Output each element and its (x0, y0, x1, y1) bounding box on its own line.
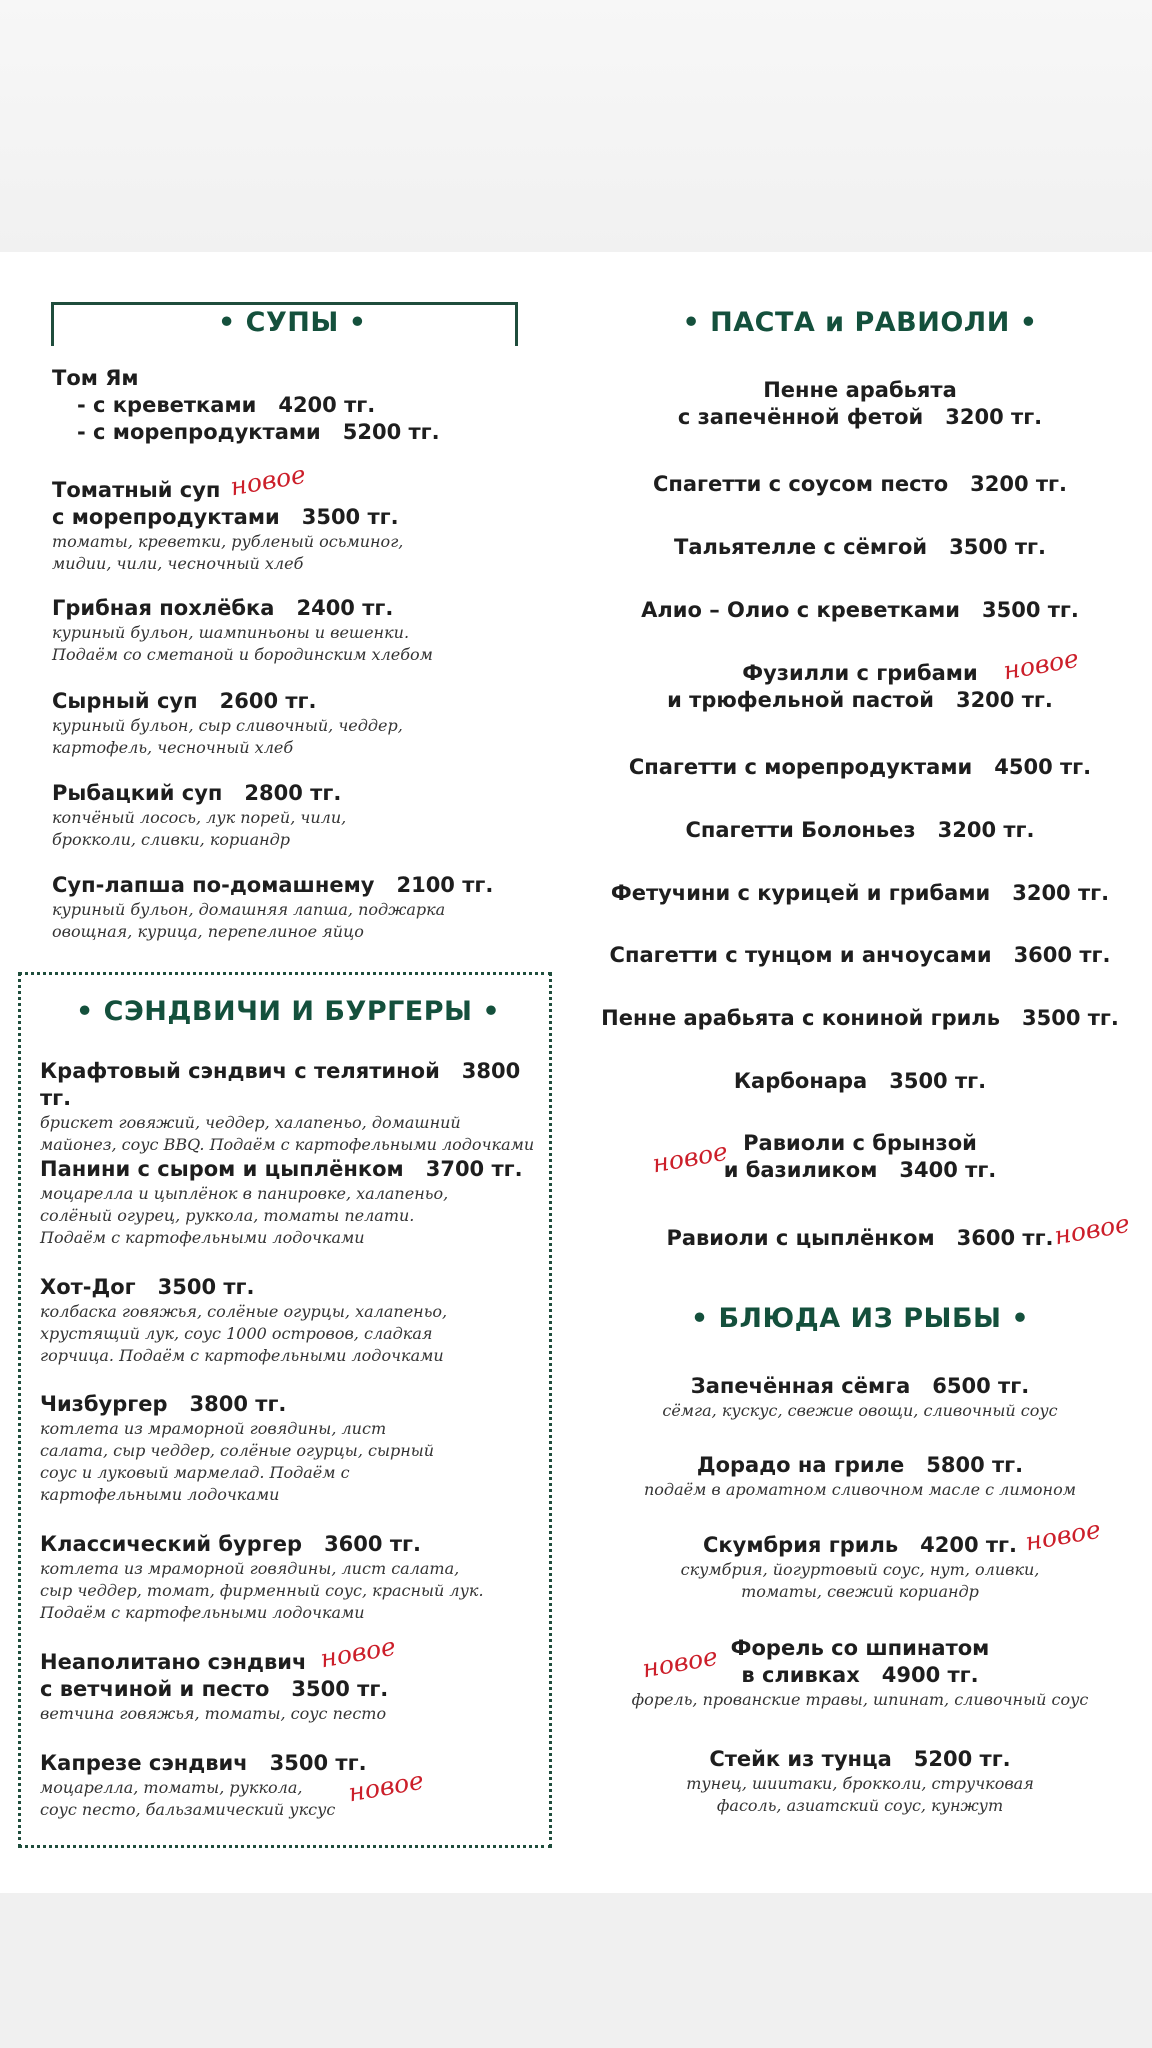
item-description: соус и луковый мармелад. Подаём с (40, 1463, 350, 1482)
item-name: Суп-лапша по-домашнему (52, 873, 375, 897)
item-price: 3800 тг. (189, 1392, 287, 1416)
menu-item-noodle-soup (52, 872, 552, 943)
item-name-line (600, 1005, 1120, 1032)
item-name: Стейк из тунца (709, 1747, 892, 1771)
item-name-line (52, 780, 552, 807)
item-name: Скумбрия гриль (703, 1533, 899, 1557)
item-description: фасоль, азиатский соус, кунжут (716, 1796, 1004, 1815)
item-description: куриный бульон, сыр сливочный, чеддер, (52, 716, 403, 735)
item-name-line (40, 1531, 550, 1558)
fish-title-wrap (600, 1303, 1120, 1334)
item-description: солёный огурец, руккола, томаты пелати. (40, 1206, 415, 1225)
item-description: котлета из мраморной говядины, лист салата, (40, 1559, 460, 1578)
item-name: Спагетти с морепродуктами (628, 755, 973, 779)
pasta-title-wrap (600, 307, 1120, 338)
new-badge: новое (650, 1136, 730, 1179)
item-name-line (600, 471, 1120, 498)
item-name: Запечённая сёмга (690, 1374, 911, 1398)
item-description: мидии, чили, чесночный хлеб (52, 554, 304, 573)
tom-yam-option-shrimp (52, 392, 552, 419)
item-name: Пенне арабьята с кониной гриль (601, 1006, 1000, 1030)
new-badge: новое (318, 1631, 398, 1674)
item-price: 3500 тг. (982, 598, 1079, 622)
menu-item-spaghetti-tuna (600, 942, 1120, 969)
soups-title: • СУПЫ • (218, 307, 367, 338)
item-name: Сырный суп (52, 689, 198, 713)
menu-item-caprese-sandwich (40, 1750, 550, 1821)
item-price: 4900 тг. (881, 1663, 979, 1687)
item-description: сыр чеддер, томат, фирменный соус, красный лук. (40, 1581, 484, 1600)
item-name-line (600, 1373, 1120, 1400)
menu-item-fisherman-soup (52, 780, 552, 851)
item-description: Подаём с картофельными лодочками (40, 1228, 365, 1247)
fish-title: • БЛЮДА ИЗ РЫБЫ • (690, 1303, 1030, 1334)
item-name: Тальятелле с сёмгой (674, 535, 928, 559)
item-price: 3600 тг. (1013, 943, 1111, 967)
item-price: 3500 тг. (949, 535, 1046, 559)
item-name: Крафтовый сэндвич с телятиной (40, 1059, 440, 1083)
item-name: Томатный суп (52, 478, 221, 502)
item-name: Фузилли с грибами (742, 661, 978, 685)
item-description: форель, прованские травы, шпинат, сливочный соус (631, 1690, 1089, 1709)
item-name: Спагетти Болоньез (685, 818, 916, 842)
menu-item-aglio-olio (600, 597, 1120, 624)
item-name-cont: и трюфельной пастой (667, 688, 934, 712)
menu-item-tom-yam (52, 365, 552, 446)
item-price: 2400 тг. (296, 596, 394, 620)
item-name: Панини с сыром и цыплёнком (40, 1157, 404, 1181)
item-description: салата, сыр чеддер, солёные огурцы, сырный (40, 1441, 435, 1460)
item-name-line (600, 1746, 1120, 1773)
item-name-line (40, 1058, 550, 1112)
item-name-cont: с запечённой фетой (677, 405, 924, 429)
menu-item-craft-sandwich (40, 1058, 550, 1156)
item-description: куриный бульон, домашняя лапша, поджарка (52, 900, 446, 919)
top-margin (0, 0, 1152, 252)
item-price: 3700 тг. (425, 1157, 523, 1181)
item-name-line (600, 817, 1120, 844)
item-price: 2800 тг. (244, 781, 342, 805)
item-description: скумбрия, йогуртовый соус, нут, оливки, (680, 1560, 1040, 1579)
menu-item-tomato-soup (52, 477, 552, 575)
menu-item-tagliatelle-salmon (600, 534, 1120, 561)
item-name-line (40, 1156, 550, 1183)
item-name-line2 (52, 504, 552, 531)
new-badge: новое (228, 459, 308, 502)
item-description: картофель, чесночный хлеб (52, 738, 294, 757)
item-description: томаты, свежий кориандр (741, 1582, 979, 1601)
item-name-line (600, 754, 1120, 781)
item-price: 4500 тг. (994, 755, 1092, 779)
item-description: моцарелла, томаты, руккола, (40, 1778, 303, 1797)
item-price: 3500 тг. (889, 1069, 987, 1093)
item-price: 3600 тг. (324, 1532, 421, 1556)
menu-item-carbonara (600, 1068, 1120, 1095)
menu-item-penne-feta (600, 377, 1120, 431)
item-price: 3500 тг. (1021, 1006, 1119, 1030)
item-price: 2100 тг. (396, 873, 494, 897)
item-description: ветчина говяжья, томаты, соус песто (40, 1704, 387, 1723)
option-label: - с креветками (77, 393, 257, 417)
item-name-line2 (600, 687, 1120, 714)
item-name: Спагетти с соусом песто (652, 472, 949, 496)
menu-item-penne-horse (600, 1005, 1120, 1032)
item-price: 3200 тг. (945, 405, 1043, 429)
item-description: копчёный лосось, лук порей, чили, (52, 808, 347, 827)
item-name-line (52, 595, 552, 622)
item-name: Спагетти с тунцом и анчоусами (609, 943, 992, 967)
item-name: Чизбургер (40, 1392, 168, 1416)
item-name-line (600, 1068, 1120, 1095)
sandwiches-title: • СЭНДВИЧИ И БУРГЕРЫ • (76, 996, 501, 1027)
item-price: 3200 тг. (970, 472, 1068, 496)
item-description: томаты, креветки, рубленый осьминог, (52, 532, 404, 551)
item-name: Капрезе сэндвич (40, 1751, 248, 1775)
menu-item-hot-dog (40, 1274, 550, 1367)
menu-item-fettuccine-chicken (600, 880, 1120, 907)
item-name: Фетучини с курицей и грибами (610, 881, 991, 905)
item-description: брокколи, сливки, кориандр (52, 830, 291, 849)
pasta-title: • ПАСТА и РАВИОЛИ • (682, 307, 1038, 338)
item-price: 3500 тг. (291, 1677, 389, 1701)
new-badge: новое (1023, 1514, 1103, 1557)
item-name: Карбонара (733, 1069, 868, 1093)
item-name: Дорадо на гриле (696, 1453, 905, 1477)
item-price: 2600 тг. (219, 689, 317, 713)
menu-item-spaghetti-bolognese (600, 817, 1120, 844)
item-description: подаём в ароматном сливочном масле с лимоном (643, 1480, 1076, 1499)
menu-item-cheeseburger (40, 1391, 550, 1506)
item-name: Классический бургер (40, 1532, 303, 1556)
item-description: куриный бульон, шампиньоны и вешенки. (52, 623, 410, 642)
item-price: 3500 тг. (157, 1275, 255, 1299)
item-name-line (600, 880, 1120, 907)
item-description: колбаска говяжья, солёные огурцы, халапеньо, (40, 1302, 448, 1321)
item-name: Пенне арабьята (763, 378, 957, 402)
item-description: брискет говяжий, чеддер, халапеньо, домашний (40, 1113, 461, 1132)
item-name: Хот-Дог (40, 1275, 136, 1299)
item-name-line (600, 1452, 1120, 1479)
item-name-line (600, 534, 1120, 561)
item-name-line (40, 1391, 550, 1418)
item-description: соус песто, бальзамический уксус (40, 1800, 336, 1819)
item-name-line (52, 688, 552, 715)
new-badge: новое (1052, 1208, 1132, 1251)
menu-item-cheese-soup (52, 688, 552, 759)
item-name-line (600, 942, 1120, 969)
menu-item-dorado (600, 1452, 1120, 1501)
item-name: Грибная похлёбка (52, 596, 275, 620)
item-description: хрустящий лук, соус 1000 островов, сладкая (40, 1324, 433, 1343)
item-name-line2 (600, 404, 1120, 431)
item-price: 6500 тг. (932, 1374, 1030, 1398)
item-description: горчица. Подаём с картофельными лодочками (40, 1346, 444, 1365)
item-description: котлета из мраморной говядины, лист (40, 1419, 387, 1438)
item-price: 3600 тг. (956, 1226, 1054, 1250)
new-badge: новое (640, 1641, 720, 1684)
item-price: 3500 тг. (301, 505, 399, 529)
item-description: овощная, курица, перепелиное яйцо (52, 922, 364, 941)
menu-item-spaghetti-seafood (600, 754, 1120, 781)
menu-item-mushroom-soup (52, 595, 552, 666)
item-name-cont: с ветчиной и песто (40, 1677, 270, 1701)
item-name-line (52, 872, 552, 899)
tom-yam-option-seafood (52, 419, 552, 446)
new-badge: новое (1001, 643, 1081, 686)
item-price: 3400 тг. (899, 1158, 997, 1182)
menu-item-spaghetti-pesto (600, 471, 1120, 498)
menu-item-ravioli-chicken (600, 1225, 1120, 1252)
item-name: Неаполитано сэндвич (40, 1650, 307, 1674)
item-description: сёмга, кускус, свежие овощи, сливочный соус (662, 1401, 1058, 1420)
item-name: Том Ям (52, 366, 139, 390)
option-label: - с морепродуктами (77, 420, 321, 444)
item-name-line (40, 1274, 550, 1301)
item-name: Алио – Олио с креветками (641, 598, 960, 622)
item-name: Равиоли с брынзой (743, 1131, 977, 1155)
item-description: Подаём с картофельными лодочками (40, 1603, 365, 1622)
item-name-cont: в сливках (741, 1663, 860, 1687)
item-price: 3200 тг. (1012, 881, 1110, 905)
item-name: Форель со шпинатом (730, 1636, 990, 1660)
item-price: 3200 тг. (955, 688, 1053, 712)
item-name-line (600, 597, 1120, 624)
item-name-line (40, 1750, 550, 1777)
item-price: 5200 тг. (913, 1747, 1011, 1771)
menu-item-panini (40, 1156, 550, 1249)
menu-item-baked-salmon (600, 1373, 1120, 1422)
option-price: 5200 тг. (342, 420, 440, 444)
item-price: 3500 тг. (269, 1751, 367, 1775)
item-description: Подаём со сметаной и бородинским хлебом (52, 645, 433, 664)
option-price: 4200 тг. (278, 393, 376, 417)
menu-item-tuna-steak (600, 1746, 1120, 1817)
item-name: Рыбацкий суп (52, 781, 223, 805)
item-price: 4200 тг. (920, 1533, 1017, 1557)
new-badge: новое (346, 1765, 426, 1808)
item-name: Равиоли с цыплёнком (666, 1226, 935, 1250)
item-description: майонез, соус BBQ. Подаём с картофельными лодочками (40, 1135, 535, 1154)
item-price: 3800 тг. (40, 1059, 521, 1110)
menu-item-classic-burger (40, 1531, 550, 1624)
item-price: 3200 тг. (937, 818, 1035, 842)
item-name-line2 (40, 1676, 550, 1703)
item-description: тунец, шиитаки, брокколи, стручковая (686, 1774, 1034, 1793)
item-description: картофельными лодочками (40, 1485, 280, 1504)
item-name-cont: с морепродуктами (52, 505, 280, 529)
item-description: моцарелла и цыплёнок в панировке, халапеньо, (40, 1184, 449, 1203)
menu-item-napolitano-sandwich (40, 1649, 550, 1725)
item-name-cont: и базиликом (723, 1158, 878, 1182)
bottom-margin (0, 1893, 1152, 2048)
item-price: 5800 тг. (926, 1453, 1024, 1477)
item-name-line (600, 1225, 1120, 1252)
